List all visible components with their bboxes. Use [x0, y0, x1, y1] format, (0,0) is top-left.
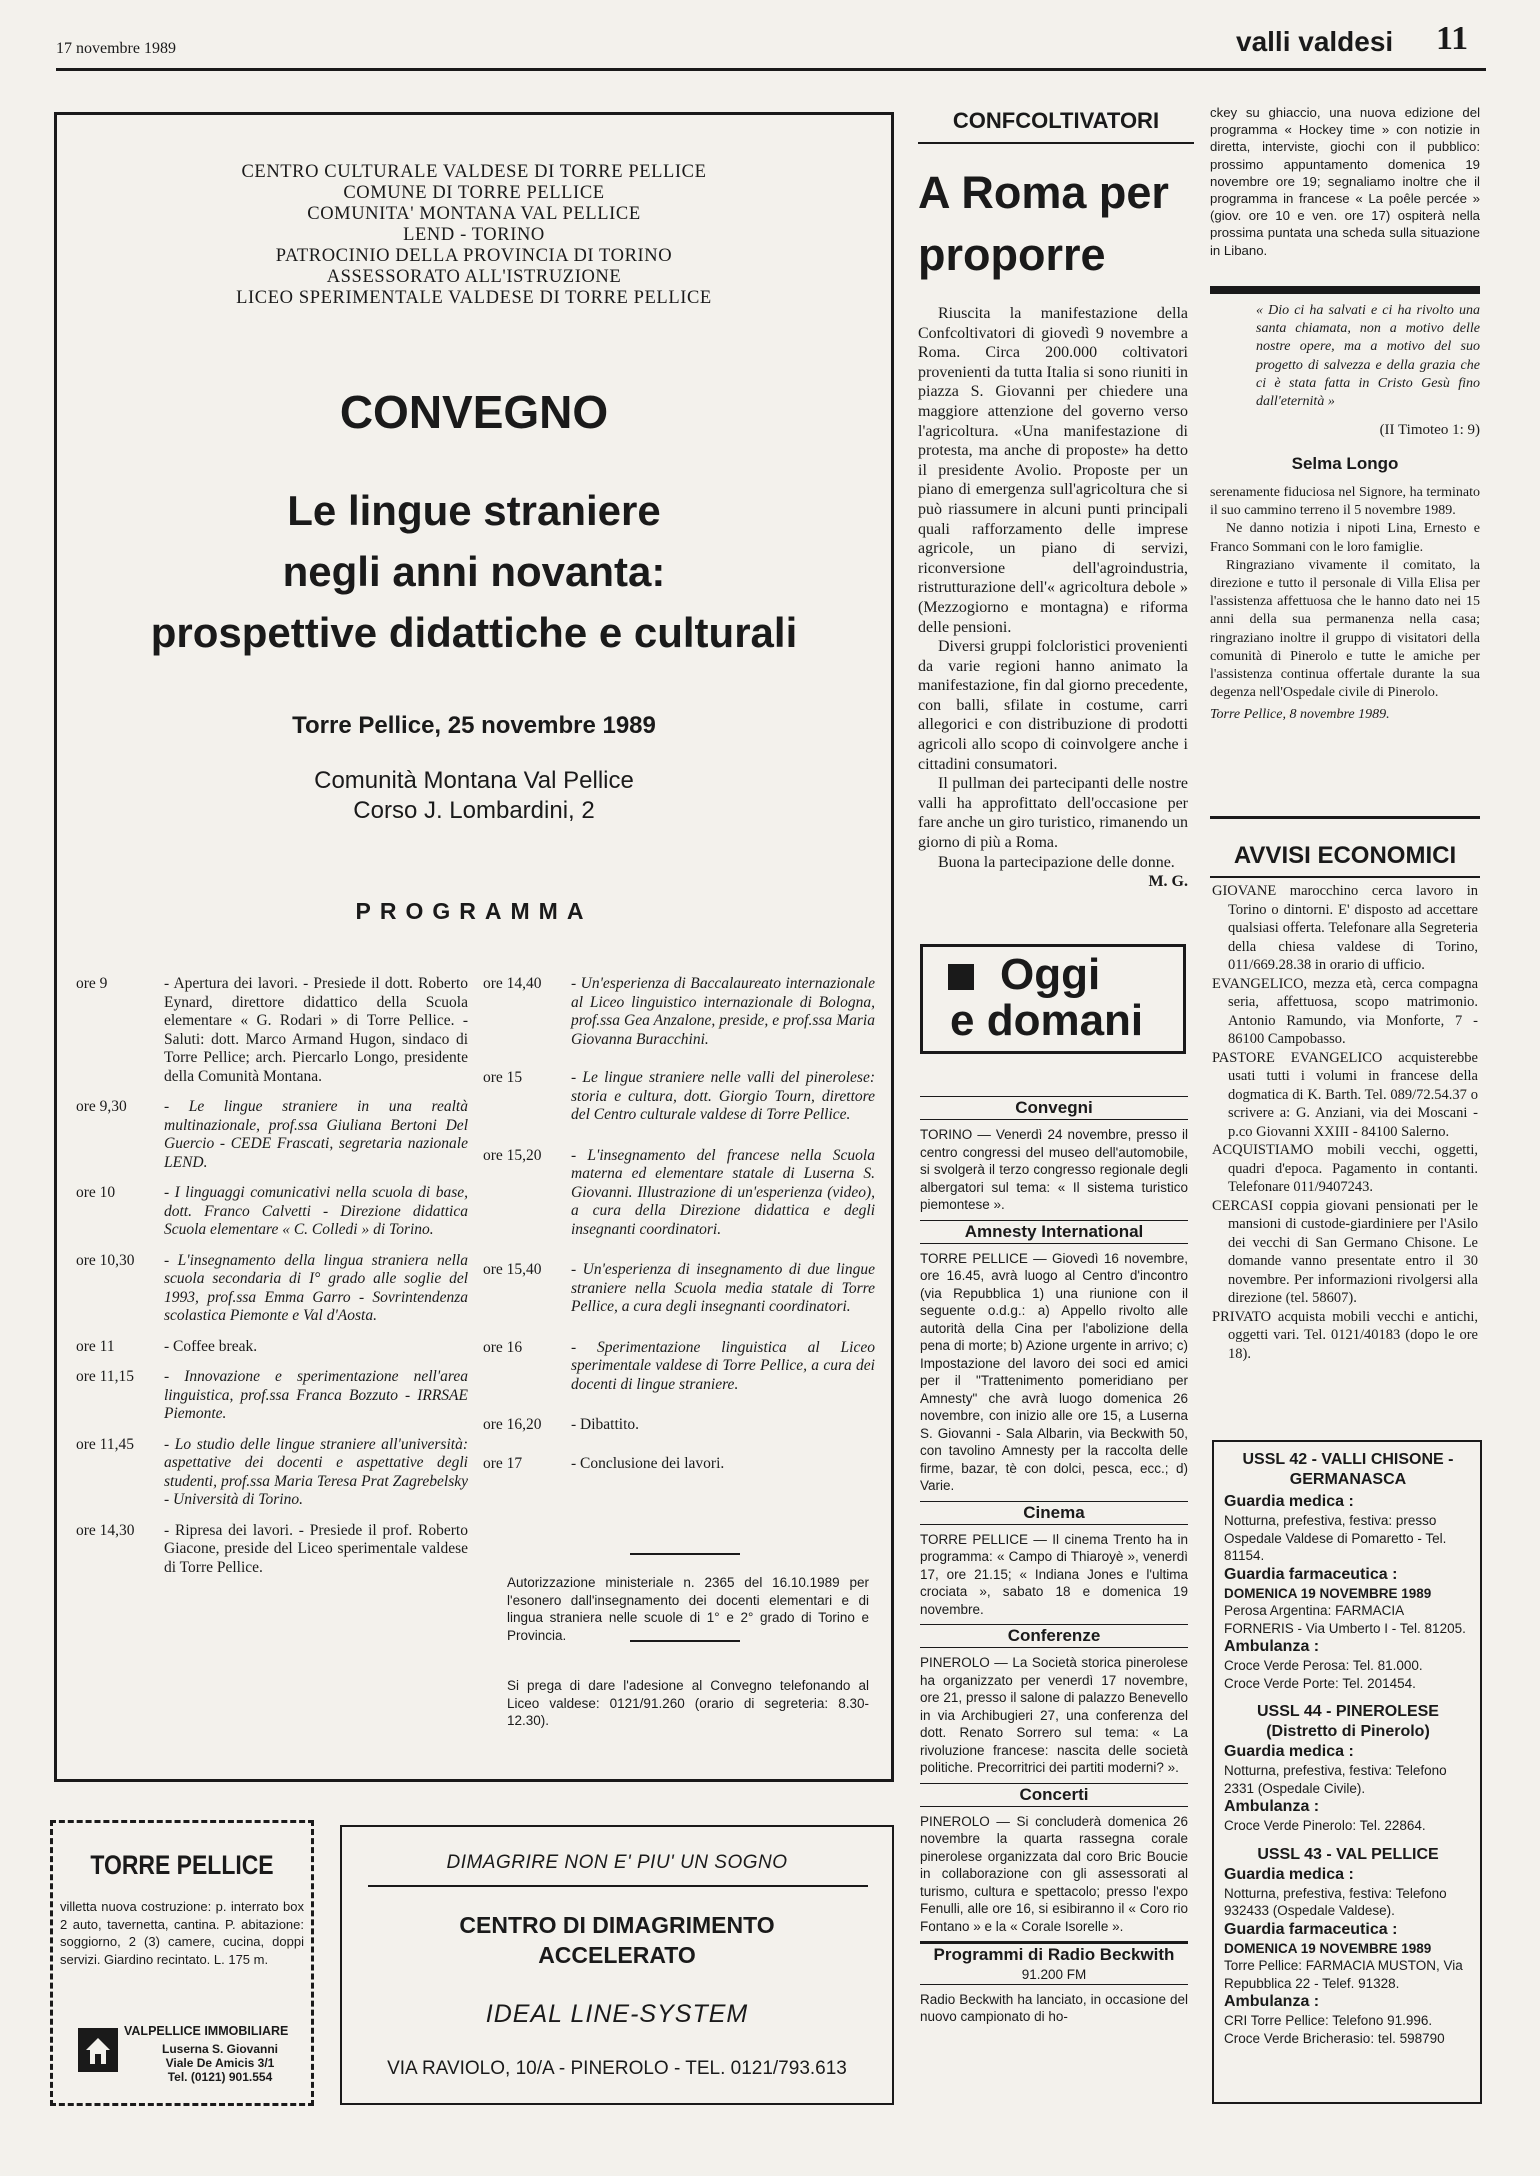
program-time: ore 15: [483, 1069, 523, 1086]
program-time: ore 9,30: [76, 1098, 127, 1115]
torre-ad-text: villetta nuova costruzione: p. interrato box 2 auto, tavernetta, cantina. P. abitazione: soggiorno, 2 (3) camere, cucina, doppi servizi. Giardino recintato. L. 175 m.: [60, 1899, 304, 1967]
program-time: ore 16,20: [483, 1416, 542, 1433]
ussl-heading: Guardia medica :: [1224, 1493, 1354, 1510]
venue-line: Corso J. Lombardini, 2: [353, 797, 595, 824]
section-head: Cinema: [920, 1501, 1188, 1525]
program-item: [483, 1339, 875, 1395]
program-time: ore 11: [76, 1337, 115, 1355]
house-icon: [76, 2022, 120, 2074]
hockey-continued: ckey su ghiaccio, una nuova edizione del programma « Hockey time » con notizie in diretta, interviste, giochi con il pubblico: prossimo appuntamento domenica 19 novembre ore 19; segnaliamo inoltre che il programma in francese « La poêle percée » (giov. ore 10 e ven. ore 17) ospiterà nella prossima puntata una scheda sulla situazione in Libano.: [1210, 105, 1480, 258]
section-rule: [1210, 816, 1480, 819]
program-item: [76, 1098, 468, 1172]
authorization-note: Autorizzazione ministeriale n. 2365 del 16.10.1989 per l'esonero dall'insegnamento dei docenti elementari e di lingua straniera nelle scuole di 1° e 2° grado di Torino e Provincia.: [507, 1575, 869, 1643]
sponsor-line: CENTRO CULTURALE VALDESE DI TORRE PELLICE: [241, 162, 707, 182]
program-time: ore 11,15: [76, 1368, 134, 1385]
ussl-line: Croce Verde Porte: Tel. 201454.: [1224, 1675, 1416, 1691]
program-item: [76, 1368, 468, 1424]
program-item: [76, 1522, 468, 1578]
ussl-heading: Guardia farmaceutica :: [1224, 1920, 1398, 1938]
necrologio-paragraph: Ne danno notizia i nipoti Lina, Ernesto e Franco Sommani con le loro famiglie.: [1210, 521, 1480, 555]
program-text: - Innovazione e sperimentazione nell'area linguistica, prof.ssa Franca Bozzuto - IRRSAE Piemonte.: [164, 1368, 468, 1422]
program-item: [483, 1416, 875, 1435]
program-text: - Le lingue straniere in una realtà multinazionale, prof.ssa Giuliana Bertoni Del Guercio - CEDE Frascati, segretaria nazionale LEND.: [164, 1098, 468, 1171]
header-rule: [56, 68, 1486, 71]
program-text: - Un'esperienza di insegnamento di due lingue straniere nella Scuola media statale di Torre Pellice, a cura degli insegnanti coordinatori.: [571, 1261, 875, 1315]
page-number: 11: [1436, 20, 1469, 57]
subtitle-line: Le lingue straniere: [287, 487, 661, 534]
program-text: - Conclusione dei lavori.: [571, 1454, 725, 1472]
avvisi-title: AVVISI ECONOMICI: [1233, 842, 1457, 869]
ussl-content: [1224, 1450, 1472, 2047]
ussl-title: USSL 43 - VAL PELLICE: [1257, 1845, 1439, 1863]
program-time: ore 10,30: [76, 1251, 135, 1269]
oggi-title-line: Oggi: [1000, 950, 1101, 999]
torre-ad-address: [140, 2042, 300, 2084]
convegno-sponsors: [60, 162, 888, 309]
ussl-line: Croce Verde Bricherasio: tel. 598790: [1224, 2030, 1445, 2046]
program-text: - I linguaggi comunicativi nella scuola di base, dott. Franco Calvetti - Direzione didattica Scuola elementare « C. Colledi » di Torino.: [164, 1184, 468, 1238]
ussl-heading: Ambulanza :: [1224, 1638, 1320, 1655]
address-line: Viale De Amicis 3/1: [165, 2056, 275, 2070]
ussl-line: CRI Torre Pellice: Telefono 91.996.: [1224, 2013, 1433, 2028]
programma-label: PROGRAMMA: [355, 898, 593, 924]
program-item: [76, 1338, 468, 1357]
program-item: [483, 1455, 875, 1474]
convegno-place-date: Torre Pellice, 25 novembre 1989: [292, 712, 656, 739]
program-time: ore 14,30: [76, 1521, 135, 1539]
radio-text: Radio Beckwith ha lanciato, in occasione del nuovo campionato di ho-: [920, 1991, 1188, 2024]
confcoltivatori-kicker: CONFCOLTIVATORI: [952, 108, 1160, 133]
article-signature: M. G.: [1148, 873, 1188, 891]
ussl-line: Croce Verde Perosa: Tel. 81.000.: [1224, 1658, 1423, 1673]
section-head: Convegni: [920, 1096, 1188, 1120]
avviso-item: PRIVATO acquista mobili vecchi e antichi, oggetti vari. Tel. 0121/40183 (dopo le ore 18).: [1212, 1308, 1478, 1362]
program-text: - Sperimentazione linguistica al Liceo sperimentale valdese di Torre Pellice, a cura dei docenti di lingue straniere.: [571, 1338, 875, 1393]
ussl-title: USSL 42 - VALLI CHISONE - GERMANASCA: [1242, 1451, 1454, 1488]
program-text: - Apertura dei lavori. - Presiede il dott. Roberto Eynard, direttore didattico della Scuola elementare « G. Rodari » di Torre Pellice. - Saluti: dott. Marco Armand Hugon, sindaco di Torre Pellice; arch. Piercarlo Longo, presidente della Comunità Montana.: [164, 975, 468, 1085]
convegno-title: CONVEGNO: [339, 386, 609, 438]
sponsor-line: ASSESSORATO ALL'ISTRUZIONE: [326, 267, 622, 287]
kicker-rule: [918, 142, 1194, 144]
program-item: [483, 1147, 875, 1240]
program-text: - Coffee break.: [164, 1337, 258, 1355]
section-text: TORINO — Venerdì 24 novembre, presso il centro congressi del museo dell'automobile, si svolgerà il terzo congresso regionale degli albergatori sul tema: « Il sistema turistico piemontese ».: [920, 1127, 1188, 1212]
dimagrimento-title: [345, 1910, 889, 1970]
program-time: ore 15,20: [483, 1146, 542, 1164]
torre-ad-title: TORRE PELLICE: [90, 1850, 274, 1880]
necrologio-verse: « Dio ci ha salvati e ci ha rivolto una santa chiamata, non a motivo delle nostre opere, ma a motivo del suo progetto di salvezza e della grazia che ci è stata fatta in Cristo Gesù fino dall'eternità »: [1256, 303, 1480, 410]
ussl-heading: Guardia farmaceutica :: [1224, 1565, 1398, 1583]
headline-line: proporre: [918, 229, 1106, 280]
paper-name: valli valdesi: [1236, 26, 1394, 57]
program-item: [76, 1436, 468, 1510]
section-text: PINEROLO — Si concluderà domenica 26 novembre la quarta rassegna corale pinerolese organizzata dal coro Bric Boucie in collaborazione con gli assessorati al turismo, cultura e spettacolo; presso l'expo Fenulli, alle ore 16, si esibiranno il « Coro rio Fontano » e la « Corale Isorelle ».: [920, 1813, 1188, 1934]
sponsor-line: COMUNITA' MONTANA VAL PELLICE: [307, 204, 641, 224]
header-date: 17 novembre 1989: [56, 40, 176, 57]
program-text: - Un'esperienza di Baccalaureato internazionale al Liceo linguistico internazionale di Bologna, prof.ssa Gea Anzalone, preside, e prof.ssa Maria Giovanna Buracchini.: [571, 975, 875, 1048]
article-paragraph: Diversi gruppi folcloristici provenienti da varie regioni hanno animato la manifestazione, fin dal giorno precedente, con balli, sfilate in costume, carri allegorici e con distribuzione di prodotti agricoli allo scopo di coinvolgere anche i cittadini consumatori.: [918, 638, 1188, 773]
subtitle-line: negli anni novanta:: [282, 548, 666, 595]
necrologio-text: [1210, 484, 1480, 725]
program-item: [76, 1184, 468, 1240]
programma-right-column: [483, 975, 875, 1485]
radio-head: Programmi di Radio Beckwith: [920, 1941, 1188, 1966]
section-text: PINEROLO — La Società storica pinerolese ha organizzato per venerdì 17 novembre, ore 21, presso il salone di palazzo Benevello in via Archibugieri 27, una conferenza del dott. Renato Sorrero sul tema: « La rivoluzione francese: nascita delle società politiche. Precorritrici dei partiti moderni? ».: [920, 1655, 1188, 1775]
oggi-domani-content: [920, 1090, 1188, 2026]
avviso-item: ACQUISTIAMO mobili vecchi, oggetti, quadri d'epoca. Pagamento in contanti. Telefonare 011/9407243.: [1212, 1142, 1478, 1195]
ussl-heading: Ambulanza :: [1224, 1993, 1320, 2010]
venue-line: Comunità Montana Val Pellice: [314, 767, 634, 794]
sponsor-line: LICEO SPERIMENTALE VALDESE DI TORRE PELLICE: [236, 288, 712, 308]
ideal-line-logo: IDEAL LINE-SYSTEM: [485, 2000, 749, 2028]
section-head: Amnesty International: [920, 1220, 1188, 1244]
article-paragraph: Il pullman dei partecipanti delle nostre valli ha approfittato dell'occasione per fare anche un giro turistico, rimanendo un giorno di più a Roma.: [918, 775, 1188, 852]
program-item: [483, 1069, 875, 1125]
convegno-subtitle: [60, 480, 888, 663]
dimagrimento-address: VIA RAVIOLO, 10/A - PINEROLO - TEL. 0121/793.613: [387, 2058, 847, 2079]
ussl-heading: Ambulanza :: [1224, 1798, 1320, 1815]
article-paragraph: Buona la partecipazione delle donne.: [938, 853, 1175, 871]
avviso-item: EVANGELICO, mezza età, cerca compagna seria, affettuosa, scopo matrimonio. Antonio Ramundo, via Monforte, 7 - 86100 Campobasso.: [1212, 975, 1478, 1047]
avvisi-rule: [1210, 876, 1480, 878]
address-line: Tel. (0121) 901.554: [167, 2070, 273, 2084]
necrologio-verse-ref: (II Timoteo 1: 9): [1379, 422, 1480, 438]
oggi-domani-title: [950, 952, 1180, 1044]
dimagrimento-title-line: ACCELERATO: [538, 1942, 696, 1968]
program-time: ore 17: [483, 1454, 523, 1472]
section-head: Concerti: [920, 1783, 1188, 1807]
headline-line: A Roma per: [918, 167, 1169, 218]
divider: [368, 1885, 868, 1887]
ussl-line: Notturna, prefestiva, festiva: presso Ospedale Valdese di Pomaretto - Tel. 81154.: [1224, 1513, 1447, 1563]
program-text: - Le lingue straniere nelle valli del pinerolese: storia e cultura, dott. Giorgio Tourn, direttore del Centro culturale valdese di Torre Pellice.: [571, 1069, 875, 1123]
ussl-line: Notturna, prefestiva, festiva: Telefono 932433 (Ospedale Valdese).: [1224, 1885, 1447, 1918]
avviso-item: GIOVANE marocchino cerca lavoro in Torino o dintorni. E' disposto ad accettare qualsiasi offerta. Telefonare alla Segreteria della chiesa valdese di Torino, 011/669.28.38 in orario di ufficio.: [1212, 883, 1478, 973]
necrologio-rule: [1210, 286, 1480, 294]
necrologio-paragraph: serenamente fiduciosa nel Signore, ha terminato il suo cammino terreno il 5 novembre 1989.: [1210, 485, 1480, 519]
section-head: Conferenze: [920, 1624, 1188, 1648]
confcoltivatori-headline: [918, 162, 1194, 286]
program-time: ore 10: [76, 1184, 116, 1201]
avviso-item: PASTORE EVANGELICO acquisterebbe usati tutti i volumi in francese della dogmatica di K. Barth. Tel. 089/72.54.37 o scrivere a: G. Anziani, via dei Moscani - p.co Giovanni XXIII - 84100 Salerno.: [1212, 1049, 1478, 1140]
ussl-line: Perosa Argentina: FARMACIA FORNERIS - Via Umberto I - Tel. 81205.: [1224, 1603, 1466, 1636]
avviso-item: CERCASI coppia giovani pensionati per le mansioni di custode-giardiniere per l'Asilo dei vecchi di San Germano Chisone. Le domande vanno presentate entro il 30 novembre. Per informazioni rivolgersi alla direzione (tel. 58607).: [1212, 1197, 1478, 1306]
sponsor-line: PATROCINIO DELLA PROVINCIA DI TORINO: [275, 246, 673, 266]
radio-frequency: 91.200 FM: [920, 1966, 1188, 1985]
ussl-line: DOMENICA 19 NOVEMBRE 1989: [1224, 1585, 1432, 1601]
program-item: [483, 1261, 875, 1317]
convegno-venue: [60, 766, 888, 826]
program-text: - L'insegnamento del francese nella Scuola materna ed elementare statale di Luserna S. Giovanni. Illustrazione di un'esperienza (video), a cura della Direzione didattica e degli insegnanti coordinatori.: [571, 1146, 875, 1238]
program-text: - Ripresa dei lavori. - Presiede il prof. Roberto Giacone, preside del Liceo sperimentale valdese di Torre Pellice.: [164, 1521, 468, 1576]
dimagrimento-tagline: DIMAGRIRE NON E' PIU' UN SOGNO: [446, 1852, 788, 1873]
sponsor-line: COMUNE DI TORRE PELLICE: [343, 183, 605, 203]
divider: [630, 1553, 740, 1555]
program-text: - L'insegnamento della lingua straniera nella scuola secondaria di I° grado alle soglie del 1993, prof.ssa Emma Garro - Sovrintendenza scolastica Piemonte e Val d'Aosta.: [164, 1251, 468, 1324]
programma-left-column: [76, 975, 468, 1589]
ussl-line: Croce Verde Pinerolo: Tel. 22864.: [1224, 1818, 1426, 1833]
divider: [630, 1640, 740, 1642]
ussl-heading: Guardia medica :: [1224, 1743, 1354, 1760]
adhesion-note: Si prega di dare l'adesione al Convegno telefonando al Liceo valdese: 0121/91.260 (orario di segreteria: 8.30-12.30).: [507, 1678, 869, 1728]
program-text: - Dibattito.: [571, 1416, 640, 1433]
sponsor-line: LEND - TORINO: [403, 225, 545, 245]
program-text: - Lo studio delle lingue straniere all'università: aspettative dei docenti e aspettative degli studenti, prof.ssa Maria Teresa Prat Zagrebelsky - Università di Torino.: [164, 1435, 468, 1508]
program-item: [76, 1252, 468, 1326]
necrologio-date: Torre Pellice, 8 novembre 1989.: [1210, 707, 1390, 723]
ussl-line: Torre Pellice: FARMACIA MUSTON, Via Repubblica 22 - Telef. 91328.: [1224, 1958, 1463, 1991]
ussl-title: USSL 44 - PINEROLESE (Distretto di Pinerolo): [1257, 1703, 1439, 1740]
program-time: ore 14,40: [483, 975, 542, 992]
program-time: ore 15,40: [483, 1261, 542, 1278]
program-time: ore 9: [76, 975, 108, 992]
section-text: TORRE PELLICE — Il cinema Trento ha in programma: « Campo di Thiaroyè », venerdì 17, ore 21.15; « Indiana Jones e l'ultima crociata », sabato 18 e domenica 19 novembre.: [920, 1531, 1188, 1617]
ussl-heading: Guardia medica :: [1224, 1865, 1354, 1883]
program-item: [76, 975, 468, 1086]
ussl-line: DOMENICA 19 NOVEMBRE 1989: [1224, 1940, 1432, 1956]
necrologio-name: Selma Longo: [1291, 454, 1399, 473]
torre-ad-agency: VALPELLICE IMMOBILIARE: [124, 2024, 289, 2038]
confcoltivatori-body: [918, 304, 1188, 892]
address-line: Luserna S. Giovanni: [161, 2042, 279, 2056]
program-time: ore 11,45: [76, 1435, 134, 1453]
dimagrimento-title-line: CENTRO DI DIMAGRIMENTO: [459, 1912, 775, 1938]
subtitle-line: prospettive didattiche e culturali: [150, 609, 798, 656]
avvisi-list: [1212, 882, 1478, 1363]
necrologio-paragraph: Ringraziano vivamente il comitato, la direzione e tutto il personale di Villa Elisa per l'assistenza affettuosa che le hanno dato nei 15 anni della sua permanenza nella casa; ringraziano inoltre il gruppo di visitatori della comunità di Pinerolo e tutte le amiche per l'assistenza continua offertale durante la sua degenza nell'Ospedale civile di Pinerolo.: [1210, 557, 1480, 701]
ussl-line: Notturna, prefestiva, festiva: Telefono 2331 (Ospedale Civile).: [1224, 1763, 1447, 1796]
program-item: [483, 975, 875, 1049]
section-text: TORRE PELLICE — Giovedì 16 novembre, ore 16.45, avrà luogo al Centro d'incontro (via Repubblica 1) una riunione con il seguente o.d.g.: a) Appello rivolto alle autorità della Cina per l'abolizione della pena di morte; b) Azione urgente in arrivo; c) Impostazione del lavoro dei soci ed amici per il "Trattenimento pomeridiano per Amnesty" che avrà luogo domenica 26 novembre, con inizio alle ore 15, a Luserna S. Giovanni - Sala Albarin, via Beckwith 50, con tavolino Amnesty per la raccolta delle firme, bazar, tè con dolci, pesca, ecc.; d) Varie.: [920, 1250, 1188, 1493]
article-paragraph: Riuscita la manifestazione della Confcoltivatori di giovedì 9 novembre a Roma. Circa 200.000 coltivatori provenienti da tutta Italia si sono riuniti in piazza S. Giovanni per chiedere una maggiore attenzione del governo verso l'agricoltura. «Una manifestazione di protesta, ma anche di proposte» ha detto il presidente Avolio. Proposte per un piano di emergenza sull'agricoltura che si può riassumere in alcuni punti principali quali rafforzamento delle imprese agricole, un piano di servizi, riconversione dell'agroindustria, ristrutturazione dell'« agricoltura debole » (Mezzogiorno e montagna) e riforma delle pensioni.: [918, 305, 1188, 636]
oggi-title-line: e domani: [950, 996, 1144, 1045]
program-time: ore 16: [483, 1338, 523, 1356]
